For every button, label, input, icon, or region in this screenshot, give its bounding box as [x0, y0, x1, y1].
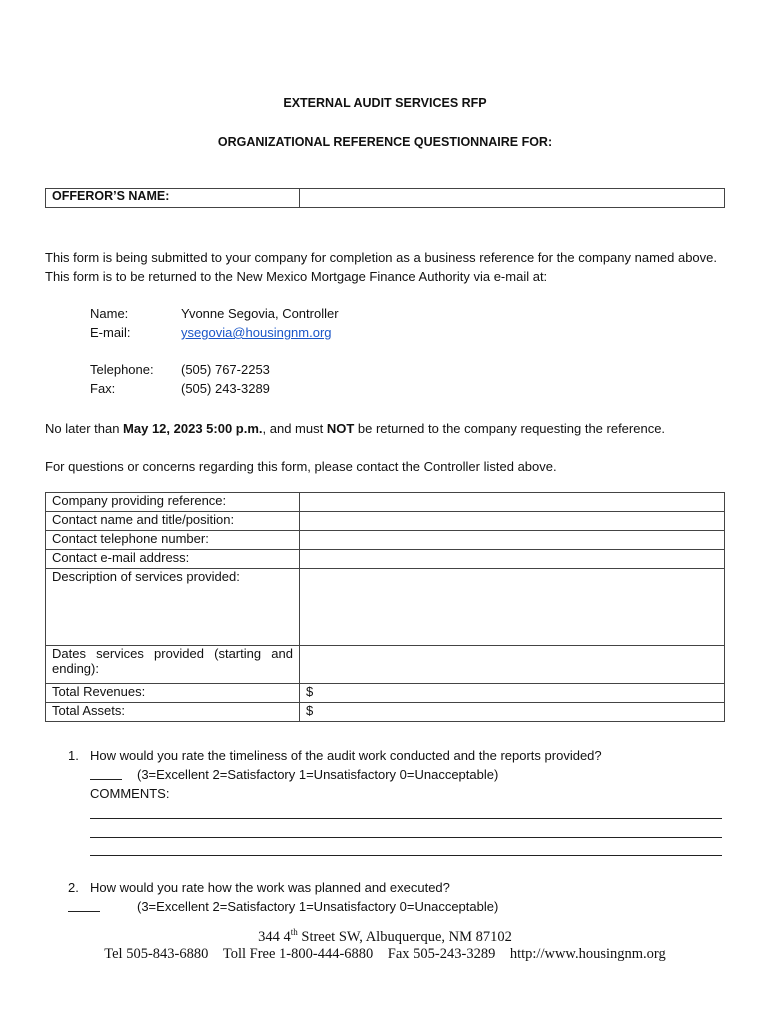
row-label: Contact name and title/position: — [46, 512, 300, 531]
offeror-name-field[interactable] — [300, 189, 725, 208]
reference-table — [45, 492, 725, 722]
deadline-not: NOT — [326, 421, 355, 436]
question-2-rating-blank[interactable] — [68, 899, 100, 912]
table-row — [46, 646, 725, 684]
table-row — [46, 703, 725, 722]
question-1-text: How would you rate the timeliness of the audit work conducted and the reports provided? — [90, 748, 602, 763]
row-label: Total Revenues: — [46, 684, 300, 703]
row-label: Total Assets: — [46, 703, 300, 722]
table-row — [46, 531, 725, 550]
question-1-comments-label: COMMENTS: — [90, 786, 170, 801]
row-value-field[interactable] — [300, 646, 725, 684]
table-row — [46, 512, 725, 531]
question-2-number: 2. — [68, 880, 79, 895]
offeror-name-label: OFFEROR’S NAME: — [46, 189, 300, 208]
row-value-field[interactable] — [300, 493, 725, 512]
footer-tel: Tel 505-843-6880 — [104, 946, 209, 962]
intro-paragraph: This form is being submitted to your company for completion as a business reference for the company named above. This form is to be returned to the New Mexico Mortgage Finance Authority via e-mail at: — [45, 250, 718, 284]
comment-line[interactable] — [90, 855, 722, 856]
contact-fax-label: Fax: — [90, 381, 116, 396]
question-1-rating-blank[interactable] — [90, 767, 122, 780]
row-label: Company providing reference: — [46, 493, 300, 512]
footer-website[interactable]: http://www.housingnm.org — [509, 946, 666, 962]
document-title: EXTERNAL AUDIT SERVICES RFP — [283, 96, 487, 110]
footer-tollfree: Toll Free 1-800-444-6880 — [222, 946, 374, 962]
comment-line[interactable] — [90, 837, 722, 838]
contact-phone-label: Telephone: — [90, 362, 154, 377]
table-row — [46, 493, 725, 512]
table-row — [46, 569, 725, 646]
deadline-middle: , and must — [262, 421, 327, 436]
deadline-prefix: No later than — [45, 421, 124, 436]
footer-address-post: Street SW, Albuquerque, NM 87102 — [297, 928, 512, 945]
row-value-field[interactable]: $ — [300, 684, 725, 703]
footer-contact-line — [0, 946, 770, 963]
contact-phone-value: (505) 767-2253 — [181, 362, 270, 377]
deadline-suffix: be returned to the company requesting the reference. — [354, 421, 666, 436]
footer-address — [0, 927, 770, 946]
row-label: Contact telephone number: — [46, 531, 300, 550]
row-label: Description of services provided: — [46, 569, 300, 646]
contact-name-value: Yvonne Segovia, Controller — [181, 306, 339, 321]
question-1-number: 1. — [68, 748, 79, 763]
deadline-paragraph — [45, 419, 730, 438]
comment-line[interactable] — [90, 818, 722, 819]
row-value-field[interactable] — [300, 569, 725, 646]
contact-name-label: Name: — [90, 306, 129, 321]
contact-fax-value: (505) 243-3289 — [181, 381, 270, 396]
deadline-date: May 12, 2023 5:00 p.m. — [123, 421, 263, 436]
row-value-field[interactable]: $ — [300, 703, 725, 722]
table-row — [46, 684, 725, 703]
footer-fax: Fax 505-243-3289 — [387, 946, 496, 962]
offeror-table — [45, 188, 725, 208]
question-1-scale: (3=Excellent 2=Satisfactory 1=Unsatisfactory 0=Unacceptable) — [137, 767, 499, 782]
questions-note: For questions or concerns regarding this form, please contact the Controller listed above. — [45, 459, 557, 474]
row-value-field[interactable] — [300, 550, 725, 569]
row-value-field[interactable] — [300, 531, 725, 550]
document-subtitle: ORGANIZATIONAL REFERENCE QUESTIONNAIRE FOR: — [217, 135, 553, 149]
footer-address-pre: 344 4 — [258, 928, 291, 945]
row-label: Contact e-mail address: — [46, 550, 300, 569]
row-value-field[interactable] — [300, 512, 725, 531]
table-row — [46, 550, 725, 569]
row-label: Dates services provided (starting and ending): — [46, 646, 300, 684]
footer-address-sup: th — [290, 927, 298, 937]
question-2-text: How would you rate how the work was planned and executed? — [90, 880, 450, 895]
contact-email-label: E-mail: — [90, 325, 131, 340]
question-2-scale: (3=Excellent 2=Satisfactory 1=Unsatisfactory 0=Unacceptable) — [137, 899, 499, 914]
contact-email-link[interactable]: ysegovia@housingnm.org — [181, 325, 332, 340]
